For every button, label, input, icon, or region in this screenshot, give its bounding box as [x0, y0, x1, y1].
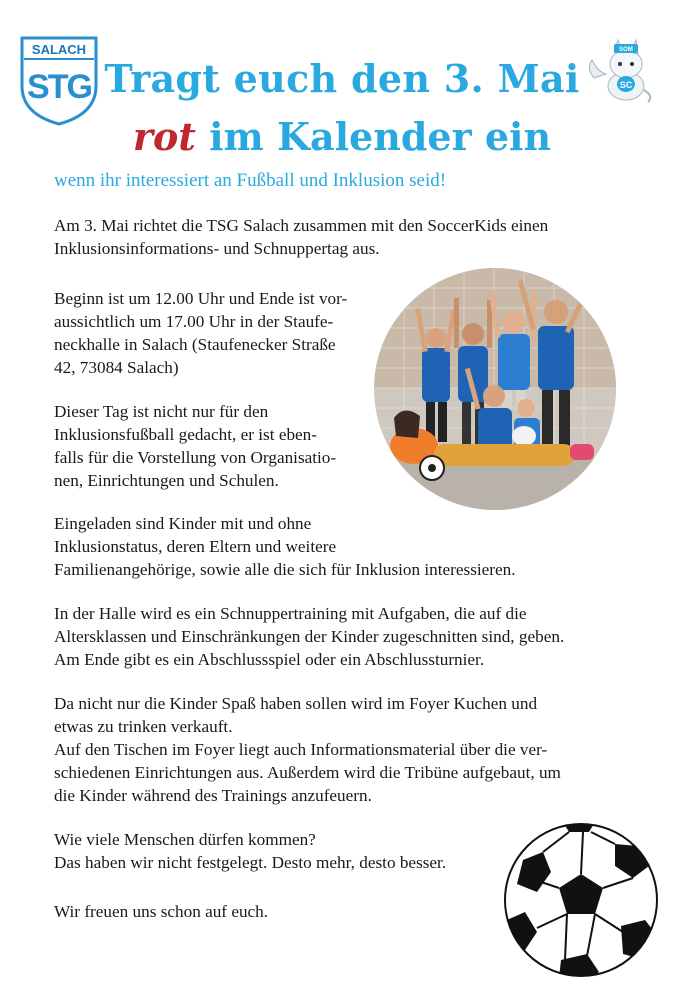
paragraph-6 — [54, 692, 561, 807]
paragraph-3 — [54, 400, 336, 492]
paragraph-8 — [54, 900, 268, 923]
logo-club-text: SALACH — [31, 42, 87, 57]
paragraph-line: Inklusionsinformations- und Schnuppertag aus. — [54, 239, 380, 258]
paragraph-line: Auf den Tischen im Foyer liegt auch Informationsmaterial über die ver- — [54, 740, 548, 759]
paragraph-line: Familienangehörige, sowie alle die sich für Inklusion interessieren. — [54, 560, 516, 579]
paragraph-line: neckhalle in Salach (Staufenecker Straße — [54, 335, 336, 354]
tsg-salach-logo — [18, 34, 100, 126]
paragraph-line: aussichtlich um 17.00 Uhr in der Staufe- — [54, 312, 334, 331]
paragraph-2 — [54, 287, 347, 379]
paragraph-line: schiedenen Einrichtungen aus. Außerdem wird die Tribüne aufgebaut, um — [54, 763, 561, 782]
logo-letters: STG — [27, 68, 91, 106]
mascot-letters: SC — [619, 80, 633, 90]
paragraph-line: Altersklassen und Einschränkungen der Kinder zugeschnitten sind, geben. — [54, 627, 565, 646]
paragraph-line: etwas zu trinken verkauft. — [54, 717, 233, 736]
paragraph-5 — [54, 602, 564, 671]
paragraph-line: Wir freuen uns schon auf euch. — [54, 902, 269, 921]
football-icon — [503, 822, 659, 978]
paragraph-1 — [54, 214, 548, 260]
paragraph-4 — [54, 512, 516, 581]
paragraph-7 — [54, 828, 446, 874]
paragraph-line: 42, 73084 Salach) — [54, 358, 179, 377]
paragraph-line: falls für die Vorstellung von Organisatio- — [54, 448, 337, 467]
mascot-logo — [584, 38, 656, 106]
headline-red-word: rot — [132, 114, 196, 159]
team-photo-illustration — [374, 268, 616, 510]
headline-line-1: Tragt euch den 3. Mai — [104, 56, 580, 101]
paragraph-line: In der Halle wird es ein Schnuppertraining mit Aufgaben, die auf die — [54, 604, 527, 623]
mascot-label: SOM — [619, 47, 633, 53]
paragraph-line: Das haben wir nicht festgelegt. Desto mehr, desto besser. — [54, 853, 447, 872]
paragraph-line: nen, Einrichtungen und Schulen. — [54, 471, 279, 490]
team-photo — [374, 268, 616, 510]
headline-line-2 — [90, 112, 594, 162]
paragraph-line: Am Ende gibt es ein Abschlussspiel oder ein Abschlussturnier. — [54, 650, 485, 669]
paragraph-line: Wie viele Menschen dürfen kommen? — [54, 830, 316, 849]
paragraph-line: Da nicht nur die Kinder Spaß haben sollen wird im Foyer Kuchen und — [54, 694, 538, 713]
paragraph-line: Eingeladen sind Kinder mit und ohne — [54, 514, 312, 533]
paragraph-line: die Kinder während des Trainings anzufeuern. — [54, 786, 372, 805]
paragraph-line: Inklusionstatus, deren Eltern und weitere — [54, 537, 337, 556]
headline-line-2-rest: im Kalender ein — [209, 114, 552, 159]
paragraph-line: Dieser Tag ist nicht nur für den — [54, 402, 269, 421]
paragraph-line: Inklusionsfußball gedacht, er ist eben- — [54, 425, 317, 444]
paragraph-line: Beginn ist um 12.00 Uhr und Ende ist vor- — [54, 289, 348, 308]
paragraph-line: Am 3. Mai richtet die TSG Salach zusammen mit den SoccerKids einen — [54, 216, 549, 235]
subtitle: wenn ihr interessiert an Fußball und Inklusion seid! — [54, 170, 447, 191]
